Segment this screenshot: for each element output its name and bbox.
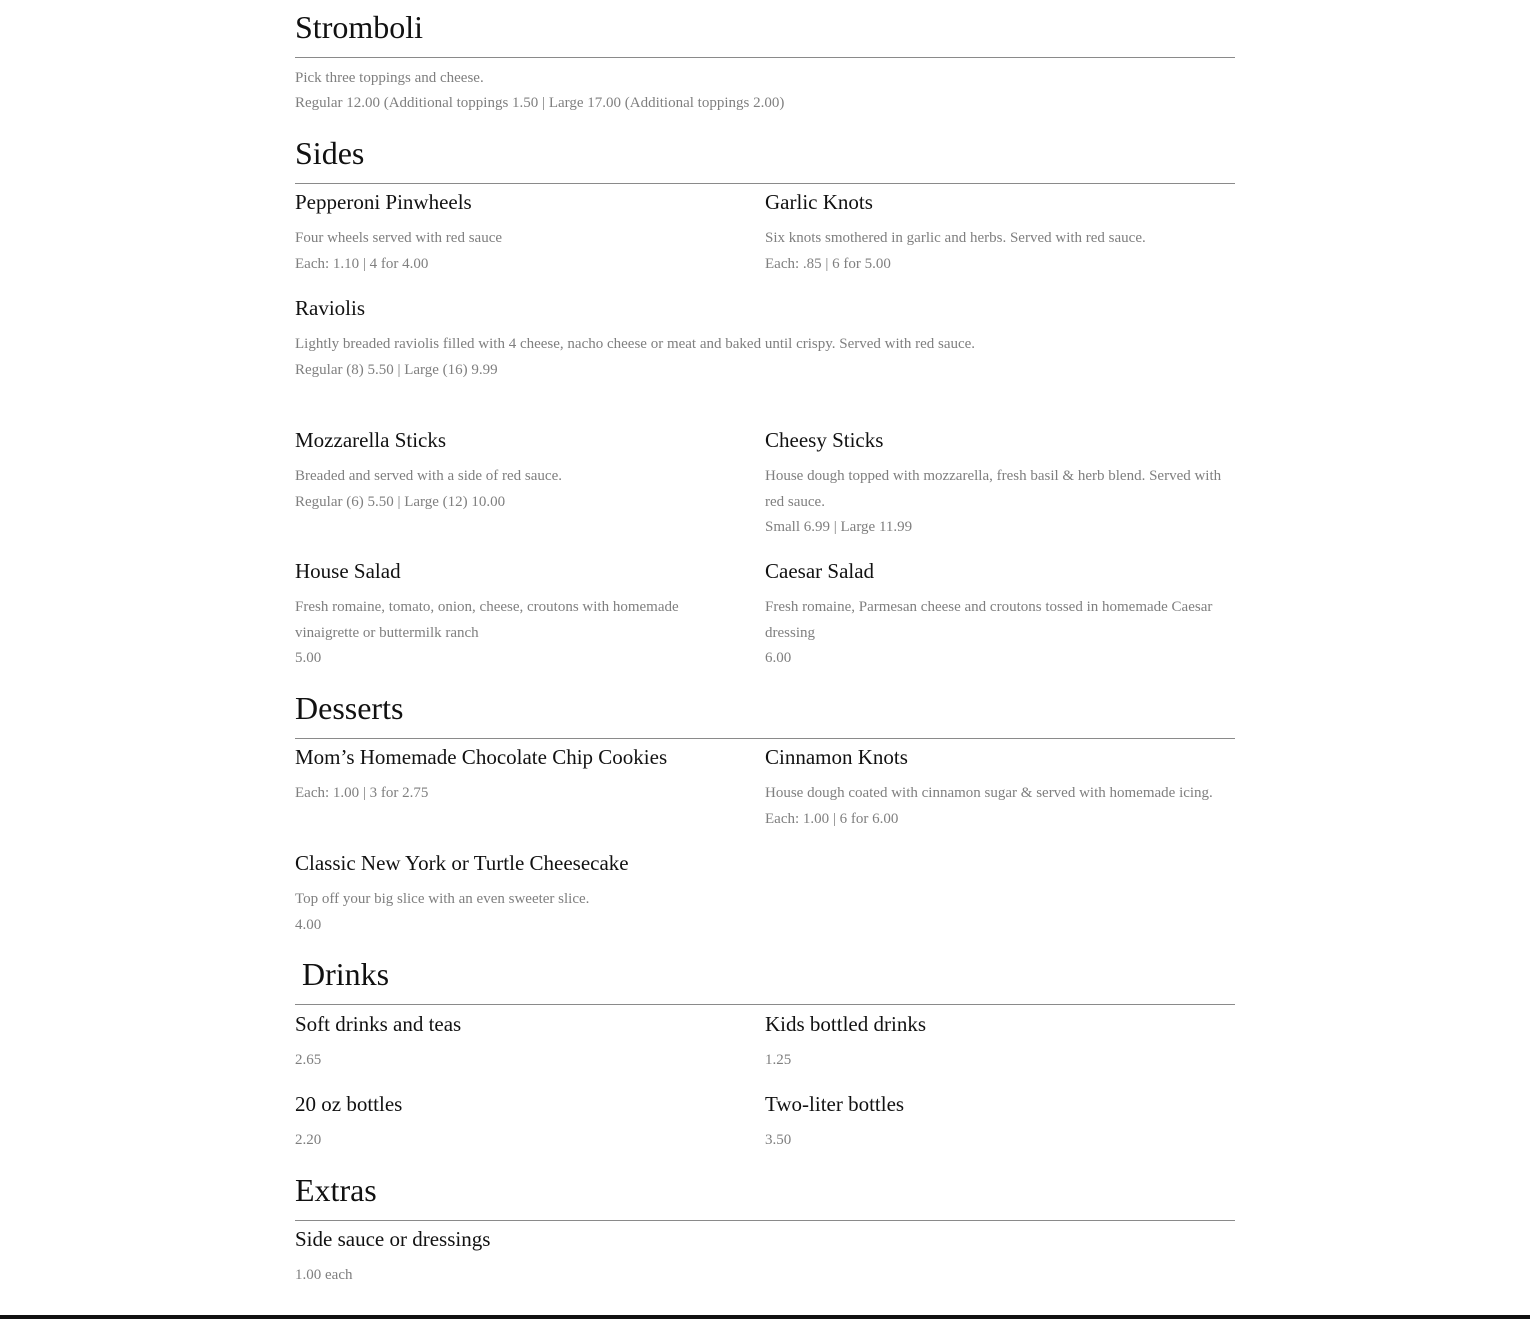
item-price: 6.00 <box>765 650 792 666</box>
item-price: Each: 1.00 | 6 for 6.00 <box>765 810 899 827</box>
item-price: Regular (8) 5.50 | Large (16) 9.99 <box>295 361 498 378</box>
item-price: Small 6.99 | Large 11.99 <box>765 519 913 535</box>
item-price: 2.65 <box>295 1052 322 1068</box>
section-divider <box>295 1220 1235 1221</box>
item-title: Cheesy Sticks <box>765 428 884 452</box>
section-title-desserts: Desserts <box>295 690 404 726</box>
item-title: 20 oz bottles <box>295 1092 403 1116</box>
item-title: Garlic Knots <box>765 190 873 214</box>
item-description: Breaded and served with a side of red sauce. <box>295 468 562 484</box>
item-title: Classic New York or Turtle Cheesecake <box>295 851 629 875</box>
menu-item <box>765 561 1235 672</box>
section-title-sides: Sides <box>295 135 365 171</box>
menu-item <box>295 853 755 938</box>
menu-item <box>295 1094 715 1154</box>
item-description: Fresh romaine, Parmesan cheese and croutons tossed in homemade Caesar dressing <box>765 599 1213 641</box>
item-title: Side sauce or dressings <box>295 1227 491 1251</box>
section-divider <box>295 738 1235 739</box>
menu-item <box>765 192 1235 277</box>
menu-item <box>295 561 715 672</box>
item-price: Each: 1.10 | 4 for 4.00 <box>295 255 429 272</box>
item-description: Pick three toppings and cheese. <box>295 70 484 86</box>
menu-item <box>765 1014 1235 1074</box>
menu-item <box>295 747 755 807</box>
section-divider <box>295 57 1235 58</box>
item-title: Soft drinks and teas <box>295 1012 462 1036</box>
item-title: Mozzarella Sticks <box>295 428 447 452</box>
item-title: Caesar Salad <box>765 559 875 583</box>
footer-bar <box>0 1315 1530 1319</box>
section-title-drinks: Drinks <box>302 956 390 992</box>
item-price: Each: 1.00 | 3 for 2.75 <box>295 785 429 801</box>
item-title: Raviolis <box>295 296 366 320</box>
item-price: 1.25 <box>765 1052 792 1068</box>
menu-item <box>295 1014 715 1074</box>
section-divider <box>295 183 1235 184</box>
menu-item <box>765 430 1235 541</box>
section-title-stromboli: Stromboli <box>295 9 424 45</box>
item-price: Regular 12.00 (Additional toppings 1.50 | Large 17.00 (Additional toppings 2.00) <box>295 95 785 111</box>
item-title: Mom’s Homemade Chocolate Chip Cookies <box>295 745 668 769</box>
item-price: 5.00 <box>295 650 322 666</box>
menu-item <box>295 192 715 277</box>
item-price: 4.00 <box>295 916 322 933</box>
menu-item <box>295 430 715 515</box>
item-description: Fresh romaine, tomato, onion, cheese, croutons with homemade vinaigrette or buttermilk ranch <box>295 599 679 641</box>
item-description: Six knots smothered in garlic and herbs. Served with red sauce. <box>765 230 1146 246</box>
section-title-extras: Extras <box>295 1172 377 1208</box>
item-title: Cinnamon Knots <box>765 745 908 769</box>
menu-item <box>765 747 1235 832</box>
menu-item <box>765 1094 1235 1154</box>
item-price: Each: .85 | 6 for 5.00 <box>765 255 891 272</box>
item-price: 3.50 <box>765 1132 792 1148</box>
item-price: 1.00 each <box>295 1267 353 1283</box>
item-title: House Salad <box>295 559 401 583</box>
item-title: Two-liter bottles <box>765 1092 905 1116</box>
item-description: Four wheels served with red sauce <box>295 230 503 246</box>
item-description: House dough coated with cinnamon sugar & served with homemade icing. <box>765 785 1213 801</box>
menu-item <box>295 1229 715 1289</box>
item-title: Kids bottled drinks <box>765 1012 926 1036</box>
section-divider <box>295 1004 1235 1005</box>
item-description: Lightly breaded raviolis filled with 4 cheese, nacho cheese or meat and baked until crispy. Served with red sauce. <box>295 336 976 352</box>
item-title: Pepperoni Pinwheels <box>295 190 472 214</box>
menu-item <box>295 298 1235 383</box>
item-price: Regular (6) 5.50 | Large (12) 10.00 <box>295 493 506 510</box>
item-price: 2.20 <box>295 1132 322 1148</box>
item-description: Top off your big slice with an even sweeter slice. <box>295 891 590 907</box>
item-description: House dough topped with mozzarella, fresh basil & herb blend. Served with red sauce. <box>765 468 1222 510</box>
